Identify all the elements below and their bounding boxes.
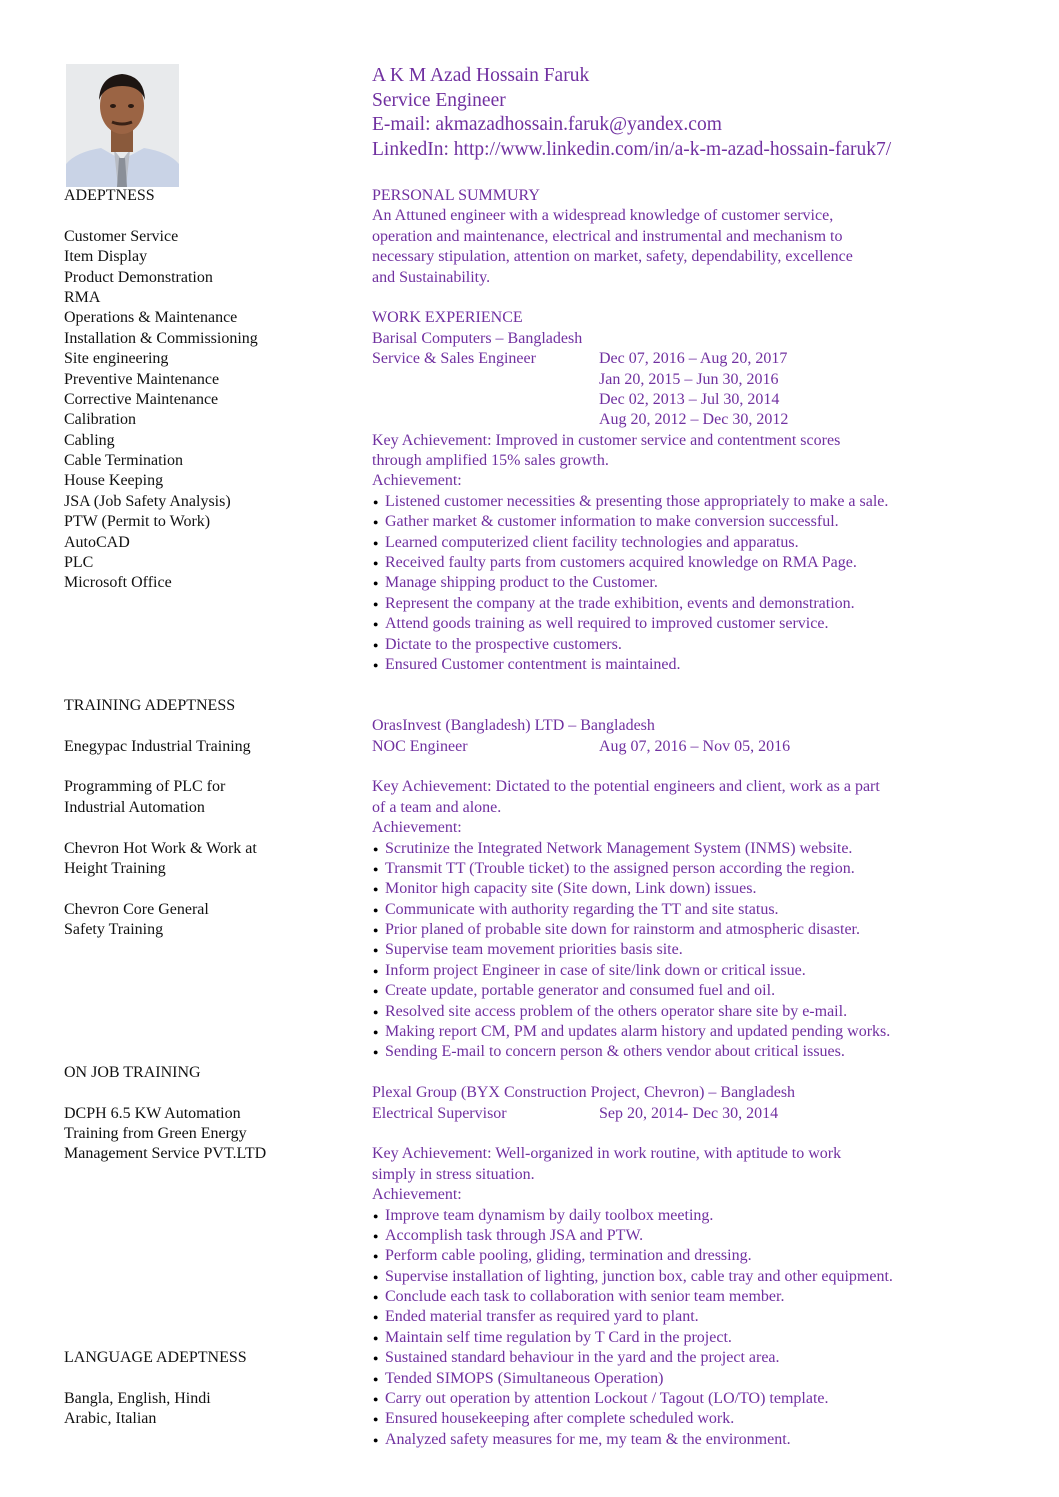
summary-line: An Attuned engineer with a widespread knowledge of customer service, [372, 207, 834, 225]
skill-item: PLC [64, 554, 94, 572]
candidate-name: A K M Azad Hossain Faruk [372, 65, 590, 86]
language-item: Arabic, Italian [64, 1410, 157, 1428]
achievement-bullet: ● Inform project Engineer in case of site/link down or critical issue. [372, 961, 1032, 981]
achievement-bullet: ● Monitor high capacity site (Site down, Link down) issues. [372, 879, 1032, 899]
achievement-bullet: ● Analyzed safety measures for me, my team & the environment. [372, 1430, 1032, 1450]
training-item: Safety Training [64, 921, 164, 939]
skill-item: Preventive Maintenance [64, 370, 220, 388]
adeptness-heading: ADEPTNESS [64, 187, 155, 204]
key-achievement: simply in stress situation. [372, 1165, 535, 1183]
achievement-bullet: ● Sustained standard behaviour in the yard and the project area. [372, 1348, 1032, 1368]
achievement-bullet: ● Create update, portable generator and consumed fuel and oil. [372, 981, 1032, 1001]
achievement-bullet: ● Communicate with authority regarding the TT and site status. [372, 900, 1032, 920]
skill-item: RMA [64, 288, 101, 306]
achievement-bullet: ● Dictate to the prospective customers. [372, 635, 1032, 655]
job-dates: Dec 02, 2013 – Jul 30, 2014 [599, 390, 780, 408]
ojt-heading: ON JOB TRAINING [64, 1063, 201, 1081]
job-dates: Aug 07, 2016 – Nov 05, 2016 [599, 737, 791, 755]
training-item: Industrial Automation [64, 798, 205, 816]
job-dates: Aug 20, 2012 – Dec 30, 2012 [599, 411, 789, 429]
job-plexal-group [372, 1083, 1032, 1450]
achievement-bullet: ● Received faulty parts from customers acquired knowledge on RMA Page. [372, 553, 1032, 573]
job-barisal-computers [372, 329, 1032, 676]
skill-item: Installation & Commissioning [64, 329, 258, 347]
skill-item: JSA (Job Safety Analysis) [64, 492, 231, 510]
job-role: NOC Engineer [372, 737, 468, 755]
skill-item: AutoCAD [64, 533, 130, 551]
summary-line: necessary stipulation, attention on market, safety, dependability, excellence [372, 248, 853, 266]
work-heading: WORK EXPERIENCE [372, 309, 523, 327]
skill-item: Corrective Maintenance [64, 390, 219, 408]
achievement-label: Achievement: [372, 819, 462, 837]
job-orasinvest [372, 716, 1032, 1063]
job-dates: Sep 20, 2014- Dec 30, 2014 [599, 1104, 779, 1122]
achievement-bullet: ● Perform cable pooling, gliding, termination and dressing. [372, 1246, 1032, 1266]
resume-header [372, 64, 1032, 162]
achievement-bullet: ● Maintain self time regulation by T Card in the project. [372, 1328, 1032, 1348]
achievement-bullet: ● Supervise installation of lighting, junction box, cable tray and other equipment. [372, 1267, 1032, 1287]
achievement-label: Achievement: [372, 1186, 462, 1204]
skill-item: Microsoft Office [64, 574, 172, 592]
achievement-bullet: ● Supervise team movement priorities basis site. [372, 940, 1032, 960]
skills-list [64, 227, 354, 594]
achievement-bullet: ● Listened customer necessities & presenting those appropriately to make a sale. [372, 492, 1032, 512]
ojt-item: Training from Green Energy [64, 1124, 247, 1142]
key-achievement: of a team and alone. [372, 798, 502, 816]
job-company: Plexal Group (BYX Construction Project, Chevron) – Bangladesh [372, 1084, 796, 1102]
job-dates: Dec 07, 2016 – Aug 20, 2017 [599, 350, 788, 368]
skill-item: Site engineering [64, 350, 169, 368]
profile-photo-image [66, 64, 179, 187]
training-item: Enegypac Industrial Training [64, 737, 251, 755]
achievement-bullet: ● Accomplish task through JSA and PTW. [372, 1226, 1032, 1246]
achievement-bullet: ● Ended material transfer as required yard to plant. [372, 1307, 1032, 1327]
key-achievement: Key Achievement: Dictated to the potential engineers and client, work as a part [372, 778, 880, 796]
ojt-item: Management Service PVT.LTD [64, 1145, 267, 1163]
job-company: Barisal Computers – Bangladesh [372, 329, 583, 347]
skill-item: Operations & Maintenance [64, 309, 238, 327]
achievement-bullet: ● Resolved site access problem of the others operator share site by e-mail. [372, 1002, 1032, 1022]
achievement-bullet: ● Represent the company at the trade exhibition, events and demonstration. [372, 594, 1032, 614]
achievement-bullet: ● Improve team dynamism by daily toolbox meeting. [372, 1206, 1032, 1226]
key-achievement: through amplified 15% sales growth. [372, 452, 609, 470]
summary-line: and Sustainability. [372, 268, 491, 286]
job-dates: Jan 20, 2015 – Jun 30, 2016 [599, 370, 779, 388]
skill-item: Customer Service [64, 227, 179, 245]
job-role: Electrical Supervisor [372, 1104, 507, 1122]
summary-line: operation and maintenance, electrical and instrumental and mechanism to [372, 227, 843, 245]
right-column [372, 186, 1032, 1450]
language-item: Bangla, English, Hindi [64, 1390, 211, 1408]
training-item: Chevron Hot Work & Work at [64, 839, 257, 857]
achievement-bullet: ● Ensured Customer contentment is maintained. [372, 655, 1032, 675]
training-heading: TRAINING ADEPTNESS [64, 696, 236, 714]
achievement-bullet: ● Making report CM, PM and updates alarm history and updated pending works. [372, 1022, 1032, 1042]
achievement-bullet: ● Carry out operation by attention Lockout / Tagout (LO/TO) template. [372, 1389, 1032, 1409]
training-item: Chevron Core General [64, 900, 209, 918]
skill-item: Calibration [64, 411, 136, 429]
language-heading: LANGUAGE ADEPTNESS [64, 1349, 247, 1367]
achievement-bullet: ● Gather market & customer information to make conversion successful. [372, 512, 1032, 532]
achievement-bullet: ● Prior planed of probable site down for rainstorm and atmospheric disaster. [372, 920, 1032, 940]
achievement-bullet: ● Manage shipping product to the Customer. [372, 573, 1032, 593]
achievement-bullet: ● Learned computerized client facility technologies and apparatus. [372, 533, 1032, 553]
email-link[interactable]: E-mail: akmazadhossain.faruk@yandex.com [372, 114, 722, 135]
achievement-bullet: ● Attend goods training as well required to improved customer service. [372, 614, 1032, 634]
ojt-item: DCPH 6.5 KW Automation [64, 1104, 241, 1122]
achievement-bullet: ● Sending E-mail to concern person & others vendor about critical issues. [372, 1042, 1032, 1062]
skill-item: Product Demonstration [64, 268, 213, 286]
summary-heading: PERSONAL SUMMURY [372, 187, 540, 204]
skill-item: Cable Termination [64, 452, 183, 470]
achievement-bullet: ● Ensured housekeeping after complete scheduled work. [372, 1409, 1032, 1429]
left-column [64, 186, 354, 1430]
achievement-label: Achievement: [372, 472, 462, 490]
achievement-bullet: ● Conclude each task to collaboration with senior team member. [372, 1287, 1032, 1307]
achievement-bullet: ● Tended SIMOPS (Simultaneous Operation) [372, 1369, 1032, 1389]
profile-photo [66, 64, 179, 187]
skill-item: Cabling [64, 431, 115, 449]
training-item: Height Training [64, 859, 166, 877]
job-role: Service & Sales Engineer [372, 350, 536, 368]
achievement-bullet: ● Transmit TT (Trouble ticket) to the assigned person according the region. [372, 859, 1032, 879]
training-item: Programming of PLC for [64, 778, 226, 796]
skill-item: Item Display [64, 248, 148, 266]
candidate-title: Service Engineer [372, 89, 506, 111]
key-achievement: Key Achievement: Improved in customer service and contentment scores [372, 431, 841, 449]
skill-item: House Keeping [64, 472, 164, 490]
linkedin-link[interactable]: LinkedIn: http://www.linkedin.com/in/a-k-m-azad-hossain-faruk7/ [372, 138, 892, 160]
skill-item: PTW (Permit to Work) [64, 513, 211, 531]
key-achievement: Key Achievement: Well-organized in work routine, with aptitude to work [372, 1145, 842, 1163]
achievement-bullet: ● Scrutinize the Integrated Network Management System (INMS) website. [372, 839, 1032, 859]
job-company: OrasInvest (Bangladesh) LTD – Bangladesh [372, 717, 655, 735]
